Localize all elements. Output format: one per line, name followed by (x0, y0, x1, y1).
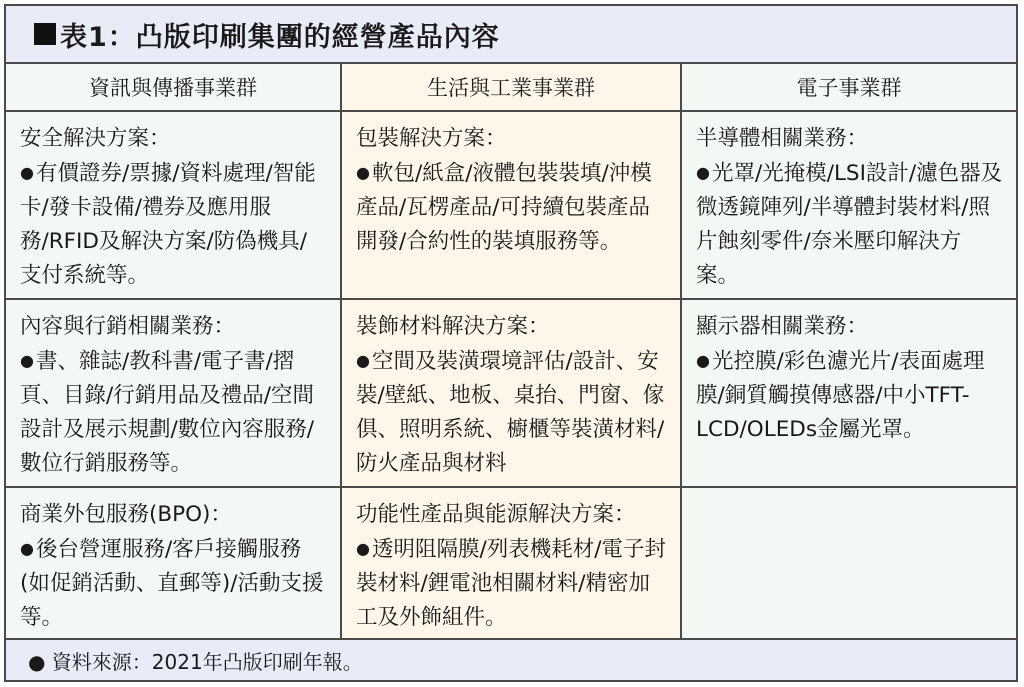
table-cell (682, 112, 1016, 300)
bullet-icon: ● (356, 163, 370, 182)
square-bullet-icon (34, 23, 56, 45)
bullet-icon: ● (20, 539, 34, 558)
cell-category: 功能性產品與能源解決方案： (356, 502, 636, 527)
table-title: 表1：凸版印刷集團的經營產品內容 (60, 21, 500, 53)
table-cell (342, 488, 682, 640)
bullet-icon: ● (20, 163, 34, 182)
cell-detail: 空間及裝潢環境評估/設計、安裝/壁紙、地板、桌抬、門窗、傢俱、照明系統、櫥櫃等裝潢材料/防火產品與材料 (356, 349, 665, 476)
product-table (6, 64, 1016, 640)
cell-category: 半導體相關業務： (696, 126, 869, 151)
cell-detail: 光控膜/彩色濾光片/表面處理膜/銅質觸摸傳感器/中小TFT-LCD/OLEDs金屬光罩。 (696, 349, 985, 442)
cell-detail: 透明阻隔膜/列表機耗材/電子封裝材料/鋰電池相關材料/精密加工及外飾組件。 (356, 537, 666, 630)
bullet-icon: ● (696, 163, 710, 182)
table-frame (4, 4, 1018, 682)
cell-category: 顯示器相關業務： (696, 314, 869, 339)
table-cell (342, 112, 682, 300)
table-cell-empty (682, 488, 1016, 640)
column-header: 生活與工業事業群 (342, 64, 682, 112)
cell-category: 商業外包服務(BPO)： (20, 502, 232, 527)
cell-detail: 軟包/紙盒/液體包裝裝填/沖模產品/瓦楞產品/可持續包裝產品開發/合約性的裝填服務等。 (356, 161, 652, 254)
table-cell (6, 488, 342, 640)
cell-detail: 光罩/光掩模/LSI設計/濾色器及微透鏡陣列/半導體封裝材料/照片蝕刻零件/奈米壓印解決方案。 (696, 161, 1003, 288)
bullet-icon: ● (356, 351, 370, 370)
cell-category: 內容與行銷相關業務： (20, 314, 236, 339)
bullet-icon: ● (356, 539, 370, 558)
table-cell (6, 112, 342, 300)
table-cell (6, 300, 342, 488)
bullet-icon: ● (696, 351, 710, 370)
table-cell (342, 300, 682, 488)
cell-category: 安全解決方案： (20, 126, 171, 151)
cell-detail: 書、雜誌/教科書/電子書/摺頁、目錄/行銷用品及禮品/空間設計及展示規劃/數位內容服務/數位行銷服務等。 (20, 349, 314, 476)
bullet-icon: ● (20, 351, 34, 370)
column-header: 資訊與傳播事業群 (6, 64, 342, 112)
table-title-bar (6, 6, 1016, 64)
column-header: 電子事業群 (682, 64, 1016, 112)
table-cell (682, 300, 1016, 488)
cell-category: 包裝解決方案： (356, 126, 507, 151)
cell-category: 裝飾材料解決方案： (356, 314, 550, 339)
source-note: ● 資料來源：2021年凸版印刷年報。 (6, 640, 1016, 680)
cell-detail: 有價證券/票據/資料處理/智能卡/發卡設備/禮券及應用服務/RFID及解決方案/防偽機具/支付系統等。 (20, 161, 316, 288)
cell-detail: 後台營運服務/客戶接觸服務(如促銷活動、直郵等)/活動支援等。 (20, 537, 324, 630)
